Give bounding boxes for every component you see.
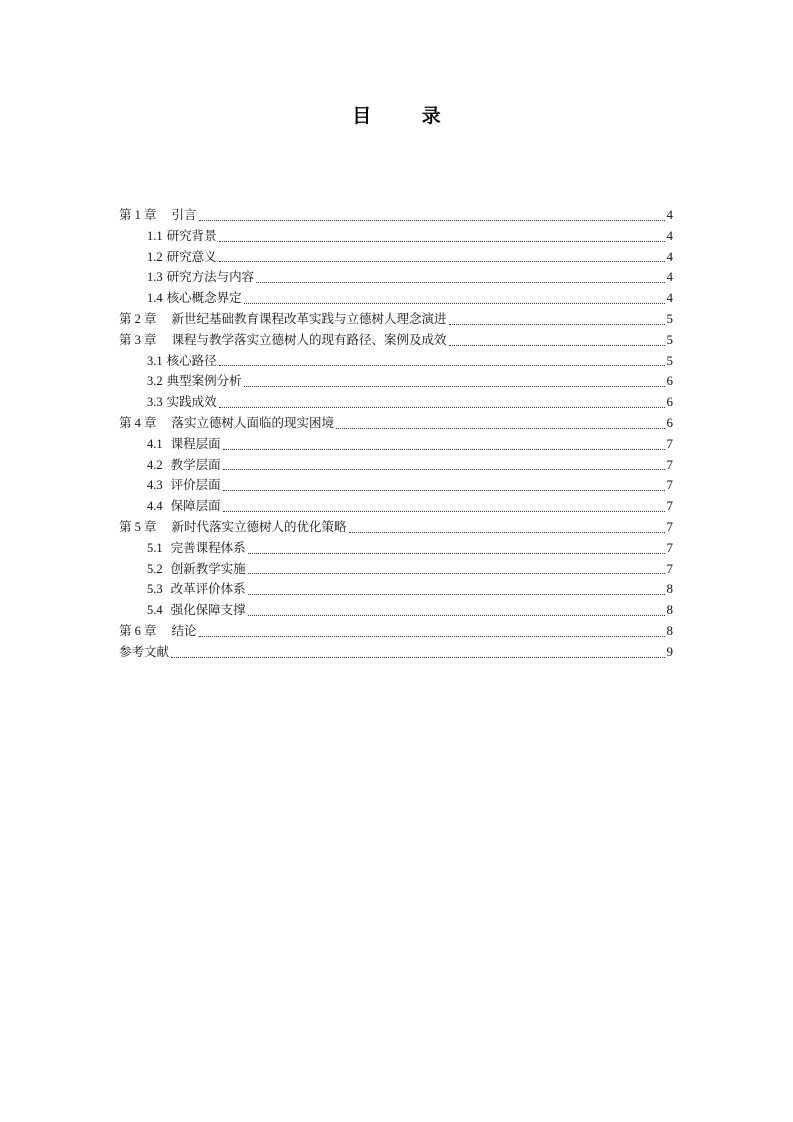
toc-entry-page: 7 — [666, 539, 673, 555]
toc-entry-page: 7 — [666, 518, 673, 534]
dot-leader — [219, 392, 665, 413]
toc-entry-3-3[interactable] — [119, 392, 673, 413]
toc-entry-page: 8 — [666, 581, 673, 597]
dot-leader — [223, 496, 665, 517]
dot-leader — [244, 371, 665, 392]
dot-leader — [248, 559, 665, 580]
toc-entry-number: 1.2 — [147, 249, 163, 264]
toc-entry-number: 5.4 — [147, 603, 163, 618]
toc-entry-number: 5.3 — [147, 582, 163, 597]
toc-entry-text: 研究背景 — [166, 227, 217, 243]
toc-entry-chapter-1[interactable] — [119, 205, 673, 226]
toc-entry-page: 8 — [666, 602, 673, 618]
toc-entry-text: 实践成效 — [166, 394, 217, 410]
toc-entry-text: 核心概念界定 — [166, 290, 242, 306]
dot-leader — [219, 351, 665, 372]
toc-entry-page: 5 — [666, 310, 673, 326]
toc-entry-chapter-3[interactable] — [119, 330, 673, 351]
toc-entry-number: 3.2 — [147, 374, 163, 389]
toc-entry-3-2[interactable] — [119, 371, 673, 392]
dot-leader — [248, 538, 665, 559]
toc-entry-number: 4.3 — [147, 478, 163, 493]
toc-entry-1-2[interactable] — [119, 247, 673, 268]
dot-leader — [199, 621, 665, 642]
toc-entry-page: 8 — [666, 622, 673, 638]
toc-entry-text: 结论 — [171, 622, 197, 638]
toc-entry-text: 参考文献 — [119, 643, 170, 659]
toc-entry-1-4[interactable] — [119, 288, 673, 309]
table-of-contents — [119, 205, 673, 663]
toc-entry-page: 4 — [666, 207, 673, 222]
toc-entry-text: 评价层面 — [166, 477, 221, 493]
dot-leader — [219, 247, 665, 268]
toc-entry-chapter-4[interactable] — [119, 413, 673, 434]
dot-leader — [349, 517, 665, 538]
toc-entry-text: 强化保障支撑 — [166, 602, 246, 618]
toc-entry-page: 7 — [666, 498, 673, 514]
toc-entry-number: 3.3 — [147, 395, 163, 410]
toc-entry-text: 新世纪基础教育课程改革实践与立德树人理念演进 — [171, 310, 447, 326]
toc-entry-page: 7 — [666, 456, 673, 472]
toc-entry-page: 6 — [666, 414, 673, 430]
toc-entry-text: 课程与教学落实立德树人的现有路径、案例及成效 — [171, 331, 447, 347]
toc-entry-number: 第 2 章 — [119, 311, 157, 326]
dot-leader — [248, 600, 665, 621]
toc-entry-page: 6 — [666, 394, 673, 410]
dot-leader — [219, 226, 665, 247]
toc-entry-page: 6 — [666, 373, 673, 389]
toc-entry-text: 新时代落实立德树人的优化策略 — [171, 518, 347, 534]
toc-entry-chapter-5[interactable] — [119, 517, 673, 538]
toc-entry-number: 第 5 章 — [119, 519, 157, 534]
toc-entry-page: 4 — [666, 290, 673, 306]
toc-title: 目 录 — [352, 105, 463, 127]
toc-entry-text: 研究意义 — [166, 248, 217, 264]
toc-entry-number: 1.1 — [147, 228, 163, 243]
toc-entry-4-2[interactable] — [119, 455, 673, 476]
toc-entry-5-2[interactable] — [119, 559, 673, 580]
toc-entry-5-4[interactable] — [119, 600, 673, 621]
toc-entry-references[interactable] — [119, 642, 673, 663]
dot-leader — [199, 205, 665, 226]
toc-entry-number: 5.1 — [147, 540, 163, 555]
toc-entry-number: 1.3 — [147, 270, 163, 285]
toc-entry-4-4[interactable] — [119, 496, 673, 517]
dot-leader — [248, 579, 665, 600]
toc-entry-text: 改革评价体系 — [166, 581, 246, 597]
toc-entry-1-3[interactable] — [119, 267, 673, 288]
dot-leader — [449, 330, 665, 351]
toc-entry-text: 典型案例分析 — [166, 373, 242, 389]
dot-leader — [171, 642, 665, 663]
toc-entry-number: 1.4 — [147, 291, 163, 306]
toc-entry-number: 3.1 — [147, 353, 163, 368]
dot-leader — [223, 475, 665, 496]
toc-entry-page: 7 — [666, 477, 673, 493]
toc-entry-page: 5 — [666, 352, 673, 368]
toc-entry-chapter-2[interactable] — [119, 309, 673, 330]
dot-leader — [244, 288, 665, 309]
toc-entry-text: 研究方法与内容 — [166, 269, 255, 285]
toc-entry-number: 第 1 章 — [119, 208, 157, 222]
toc-entry-page: 4 — [666, 269, 673, 285]
toc-entry-number: 4.2 — [147, 457, 163, 472]
toc-entry-number: 第 4 章 — [119, 415, 157, 430]
toc-entry-page: 4 — [666, 227, 673, 243]
toc-entry-text: 教学层面 — [166, 456, 221, 472]
toc-entry-text: 核心路径 — [166, 352, 217, 368]
toc-entry-page: 9 — [666, 643, 673, 659]
toc-entry-1-1[interactable] — [119, 226, 673, 247]
dot-leader — [336, 413, 665, 434]
toc-entry-text: 落实立德树人面临的现实困境 — [171, 414, 335, 430]
toc-entry-number: 5.2 — [147, 561, 163, 576]
toc-entry-chapter-6[interactable] — [119, 621, 673, 642]
toc-entry-page: 4 — [666, 248, 673, 264]
dot-leader — [223, 434, 665, 455]
dot-leader — [449, 309, 665, 330]
toc-entry-4-1[interactable] — [119, 434, 673, 455]
toc-entry-text: 引言 — [171, 207, 197, 222]
toc-entry-page: 5 — [666, 331, 673, 347]
toc-entry-page: 7 — [666, 560, 673, 576]
dot-leader — [223, 455, 665, 476]
toc-entry-page: 7 — [666, 435, 673, 451]
toc-entry-5-3[interactable] — [119, 579, 673, 600]
toc-entry-number: 第 3 章 — [119, 332, 157, 347]
toc-entry-4-3[interactable] — [119, 475, 673, 496]
toc-entry-5-1[interactable] — [119, 538, 673, 559]
toc-entry-text: 完善课程体系 — [166, 539, 246, 555]
toc-entry-number: 第 6 章 — [119, 623, 157, 638]
toc-entry-3-1[interactable] — [119, 351, 673, 372]
toc-entry-text: 课程层面 — [166, 435, 221, 451]
toc-entry-number: 4.1 — [147, 436, 163, 451]
toc-entry-number: 4.4 — [147, 499, 163, 514]
toc-entry-text: 保障层面 — [166, 498, 221, 514]
toc-entry-text: 创新教学实施 — [166, 560, 246, 576]
dot-leader — [256, 267, 665, 288]
